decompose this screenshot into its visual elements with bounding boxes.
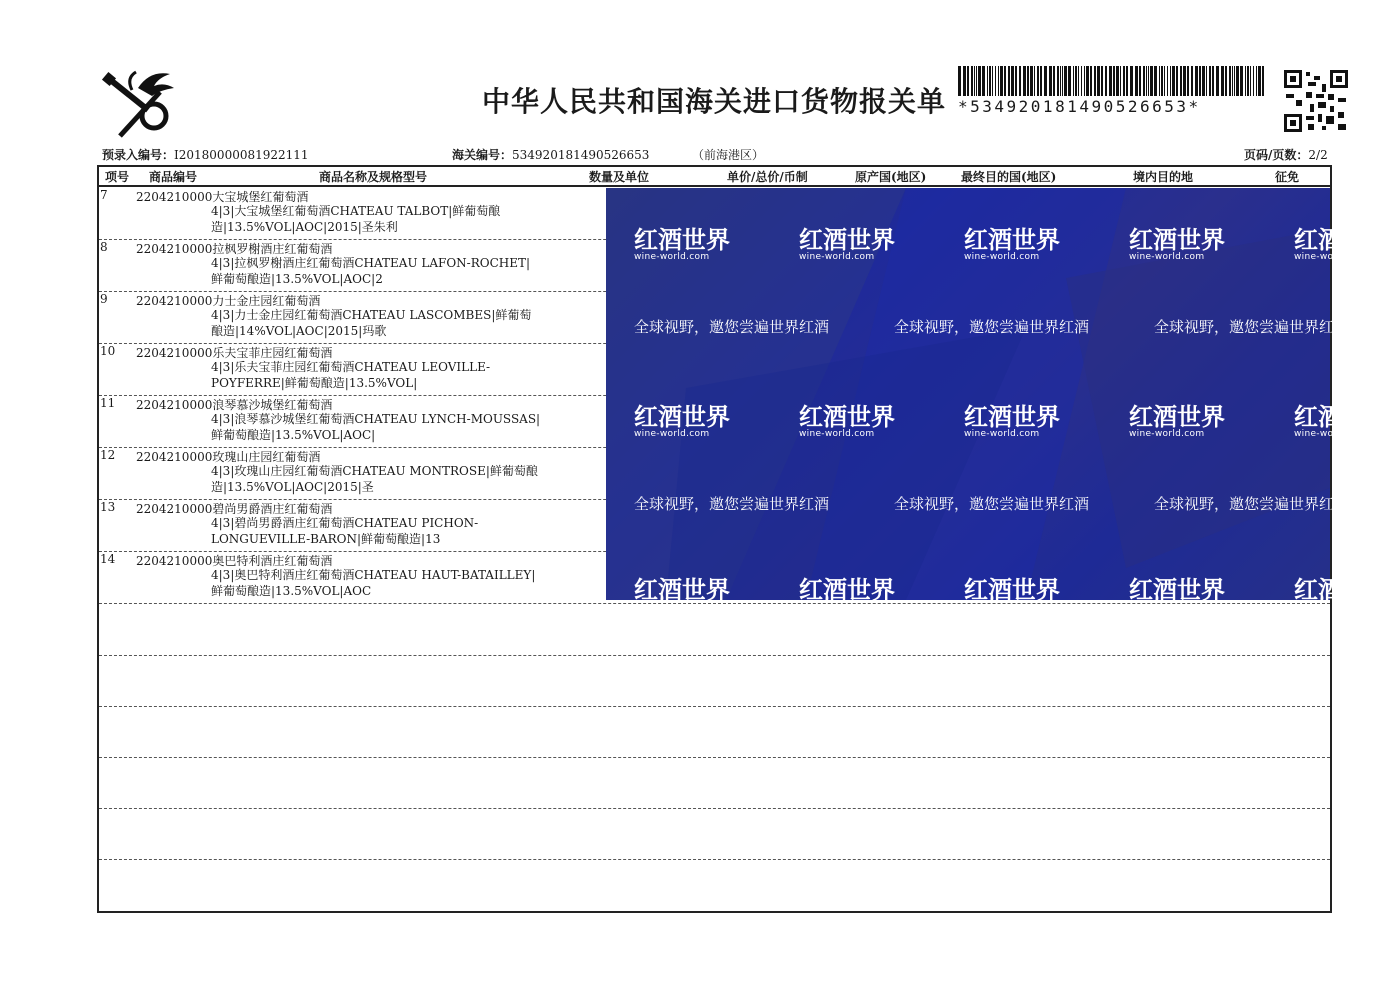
specification: 4|3|碧尚男爵酒庄红葡萄酒CHATEAU PICHON-LONGUEVILLE-BARON|鲜葡萄酿造|13 [211,516,479,546]
specification: 4|3|乐夫宝菲庄园红葡萄酒CHATEAU LEOVILLE-POYFERRE|鲜葡萄酿造|13.5%VOL| [211,360,491,390]
header-item-no: 项号 [105,170,130,184]
header-origin: 原产国(地区) [855,170,927,184]
watermark-logo: 红酒世界 wine-world.com [1129,403,1225,439]
watermark-logo: 红酒世界 [1294,576,1390,604]
watermark-logo: 红酒世界 [799,576,895,604]
empty-row [99,758,1330,809]
header-commodity-code: 商品编号 [149,170,198,184]
watermark-logo: 红酒世界 wine-world.com [1294,226,1390,262]
qr-code-icon [1284,70,1348,132]
watermark-logo: 红酒世界 wine-world.com [799,226,895,262]
specification: 4|3|大宝城堡红葡萄酒CHATEAU TALBOT|鲜葡萄酿造|13.5%VOL|AOC|2015|圣朱利 [211,204,501,234]
watermark-logo: 红酒世界 wine-world.com [964,226,1060,262]
header-price: 单价/总价/币制 [727,170,808,184]
table-header [99,167,1330,187]
watermark-slogan: 全球视野，邀您尝遍世界红酒 [1154,318,1350,336]
commodity-code: 2204210000浪琴慕沙城堡红葡萄酒 [136,398,333,412]
commodity-code: 2204210000大宝城堡红葡萄酒 [136,190,309,204]
commodity-code: 2204210000奥巴特利酒庄红葡萄酒 [136,554,333,568]
header-duty: 征免 [1275,170,1300,184]
watermark-logo: 红酒世界 [634,576,730,604]
watermark-logo: 红酒世界 wine-world.com [634,226,730,262]
specification: 4|3|力士金庄园红葡萄酒CHATEAU LASCOMBES|鲜葡萄酿造|14%VOL|AOC|2015|玛歌 [211,308,532,338]
watermark-logo: 红酒世界 wine-world.com [799,403,895,439]
header-domestic-destination: 境内目的地 [1133,170,1194,184]
pre-entry-number: 预录入编号：I20180000081922111 [102,148,309,162]
item-number: 14 [100,552,116,566]
specification: 4|3|奥巴特利酒庄红葡萄酒CHATEAU HAUT-BATAILLEY|鲜葡萄酿造|13.5%VOL|AOC [211,568,536,598]
empty-row [99,707,1330,758]
wine-world-watermark-banner [606,188,1390,604]
watermark-slogan: 全球视野，邀您尝遍世界红酒 [894,495,1090,513]
watermark-logo: 红酒世界 [1129,576,1225,604]
customs-number: 海关编号：534920181490526653 [452,148,650,162]
item-number: 9 [100,292,108,306]
document-title: 中华人民共和国海关进口货物报关单 [482,85,947,118]
watermark-slogan: 全球视野，邀您尝遍世界红酒 [634,495,830,513]
item-number: 13 [100,500,116,514]
item-number: 7 [100,188,108,202]
watermark-logo: 红酒世界 wine-world.com [1294,403,1390,439]
commodity-code: 2204210000乐夫宝菲庄园红葡萄酒 [136,346,333,360]
barcode-icon [958,66,1266,96]
item-number: 8 [100,240,108,254]
watermark-logo: 红酒世界 wine-world.com [634,403,730,439]
port-name: （前海港区） [692,148,765,162]
watermark-slogan: 全球视野，邀您尝遍世界红酒 [634,318,830,336]
watermark-logo: 红酒世界 wine-world.com [1129,226,1225,262]
empty-row [99,809,1330,860]
header-description: 商品名称及规格型号 [319,170,428,184]
watermark-logo: 红酒世界 wine-world.com [964,403,1060,439]
customs-emblem-icon [98,66,188,142]
page-indicator: 页码/页数：2/2 [1244,148,1328,162]
specification: 4|3|浪琴慕沙城堡红葡萄酒CHATEAU LYNCH-MOUSSAS|鲜葡萄酿造|13.5%VOL|AOC| [211,412,541,442]
commodity-code: 2204210000玫瑰山庄园红葡萄酒 [136,450,321,464]
watermark-logo: 红酒世界 [964,576,1060,604]
watermark-slogan: 全球视野，邀您尝遍世界红酒 [1154,495,1350,513]
item-number: 10 [100,344,116,358]
commodity-code: 2204210000拉枫罗榭酒庄红葡萄酒 [136,242,333,256]
commodity-code: 2204210000力士金庄园红葡萄酒 [136,294,321,308]
watermark-slogan: 全球视野，邀您尝遍世界红酒 [894,318,1090,336]
commodity-code: 2204210000碧尚男爵酒庄红葡萄酒 [136,502,333,516]
barcode-number: *534920181490526653* [958,97,1201,116]
empty-row [99,656,1330,707]
specification: 4|3|拉枫罗榭酒庄红葡萄酒CHATEAU LAFON-ROCHET|鲜葡萄酿造|13.5%VOL|AOC|2 [211,256,531,286]
item-number: 11 [100,396,116,410]
header-destination-country: 最终目的国(地区) [961,170,1057,184]
empty-row [99,605,1330,656]
item-number: 12 [100,448,116,462]
header-quantity: 数量及单位 [589,170,650,184]
specification: 4|3|玫瑰山庄园红葡萄酒CHATEAU MONTROSE|鲜葡萄酿造|13.5%VOL|AOC|2015|圣 [211,464,538,494]
